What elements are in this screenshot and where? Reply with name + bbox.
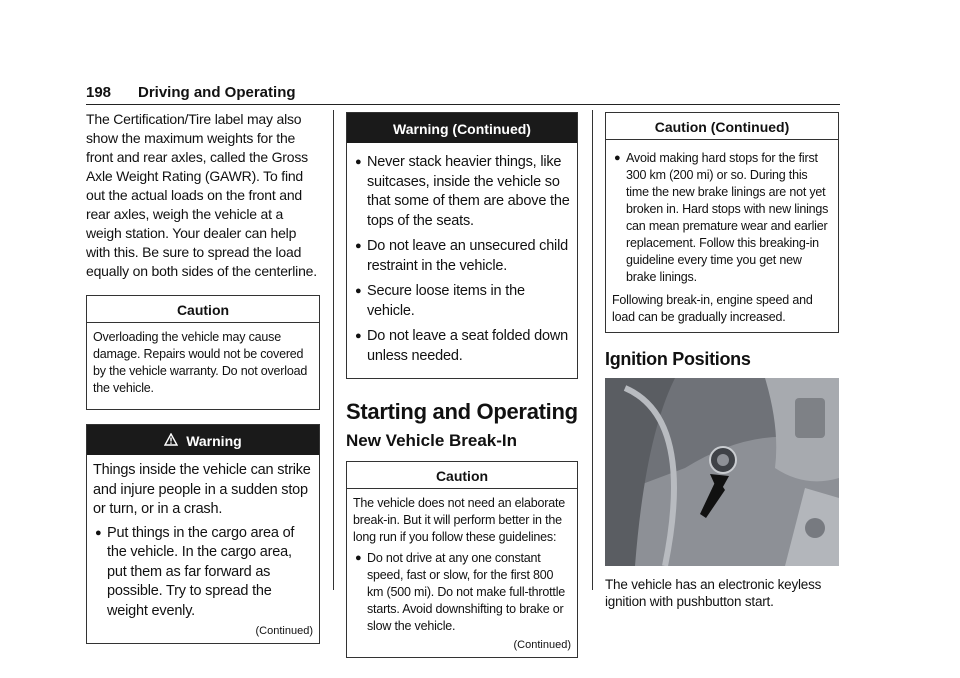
caution-box [86, 295, 320, 410]
bullet-icon: ● [355, 552, 362, 564]
intro-paragraph: The Certification/Tire label may also show the maximum weights for the front and rear axles, called the Gross Axle Weight Rating (GAWR). To find out the actual loads on the front and rear axles, weigh the vehicle at a weigh station. Your dealer can help with this. Be sure to spread the load equally on both sides of the centerline. [86, 111, 317, 279]
bullet-icon: ● [355, 330, 362, 342]
list-item-text: Secure loose items in the vehicle. [367, 283, 525, 319]
continued-label: (Continued) [255, 625, 313, 637]
list-item-text: Avoid making hard stops for the first 300 km (200 mi) or so. During this time the new brake linings are not yet broken in. Hard stops with new linings can mean premature wear and earlier replacement. Follow this breaking-in guideline every time you get new brake linings. [626, 151, 829, 284]
column-3 [605, 110, 839, 610]
caution-box [346, 461, 578, 658]
break-in-note: Following break-in, engine speed and load can be gradually increased. [612, 293, 813, 324]
list-item [353, 550, 571, 635]
list-item [93, 524, 313, 622]
warning-bullets [93, 524, 313, 622]
caution-text: Overloading the vehicle may cause damage. Repairs would not be covered by the vehicle warranty. Do not overload the vehicle. [93, 330, 308, 395]
list-item-text: Never stack heavier things, like suitcases, inside the vehicle so that some of them are above the tops of the seats. [367, 154, 570, 229]
warning-triangle-icon [164, 433, 178, 449]
column-1 [86, 110, 320, 644]
warning-header [87, 425, 319, 455]
caution-continued-title: Caution (Continued) [606, 113, 838, 140]
section-heading: Starting and Operating [346, 399, 578, 424]
list-item [353, 153, 571, 231]
caution-continued-bullets [612, 150, 832, 286]
caution-title: Caution [347, 462, 577, 489]
bullet-icon: ● [355, 156, 362, 168]
bullet-icon: ● [614, 152, 621, 164]
continued-label: (Continued) [513, 639, 571, 651]
caution-bullets [353, 550, 571, 635]
list-item [353, 237, 571, 276]
bullet-icon: ● [355, 285, 362, 297]
page-header [86, 84, 840, 105]
warning-box [86, 424, 320, 644]
section-title: Driving and Operating [138, 84, 296, 101]
column-divider [592, 110, 593, 590]
list-item-text: Put things in the cargo area of the vehicle. In the cargo area, put them as far forward as possible. Try to spread the weight evenly. [107, 524, 295, 619]
warning-continued-title: Warning (Continued) [347, 113, 577, 143]
list-item [353, 327, 571, 366]
section-heading: Ignition Positions [605, 349, 751, 369]
bullet-icon: ● [95, 526, 102, 539]
warning-continued-bullets [353, 153, 571, 366]
warning-continued-box [346, 112, 578, 379]
caution-continued-box [605, 112, 839, 333]
list-item-text: Do not drive at any one constant speed, fast or slow, for the first 800 km (500 mi). Do not make full-throttle starts. Avoid downshifting to brake or slow the vehicle. [367, 551, 566, 633]
ignition-caption: The vehicle has an electronic keyless ignition with pushbutton start. [605, 577, 822, 609]
bullet-icon: ● [355, 240, 362, 252]
column-divider [333, 110, 334, 590]
warning-text: Things inside the vehicle can strike and injure people in a sudden stop or turn, or in a crash. [93, 462, 311, 517]
subsection-heading: New Vehicle Break-In [346, 431, 518, 450]
caution-title: Caution [87, 296, 319, 323]
ignition-photo [605, 378, 839, 566]
list-item-text: Do not leave a seat folded down unless needed. [367, 328, 568, 364]
column-2 [346, 110, 578, 658]
list-item [353, 282, 571, 321]
page-number: 198 [86, 84, 112, 101]
warning-title: Warning [186, 433, 242, 449]
list-item [612, 150, 832, 286]
list-item-text: Do not leave an unsecured child restraint in the vehicle. [367, 238, 568, 274]
caution-text: The vehicle does not need an elaborate break-in. But it will perform better in the long run if you follow these guidelines: [353, 496, 566, 544]
